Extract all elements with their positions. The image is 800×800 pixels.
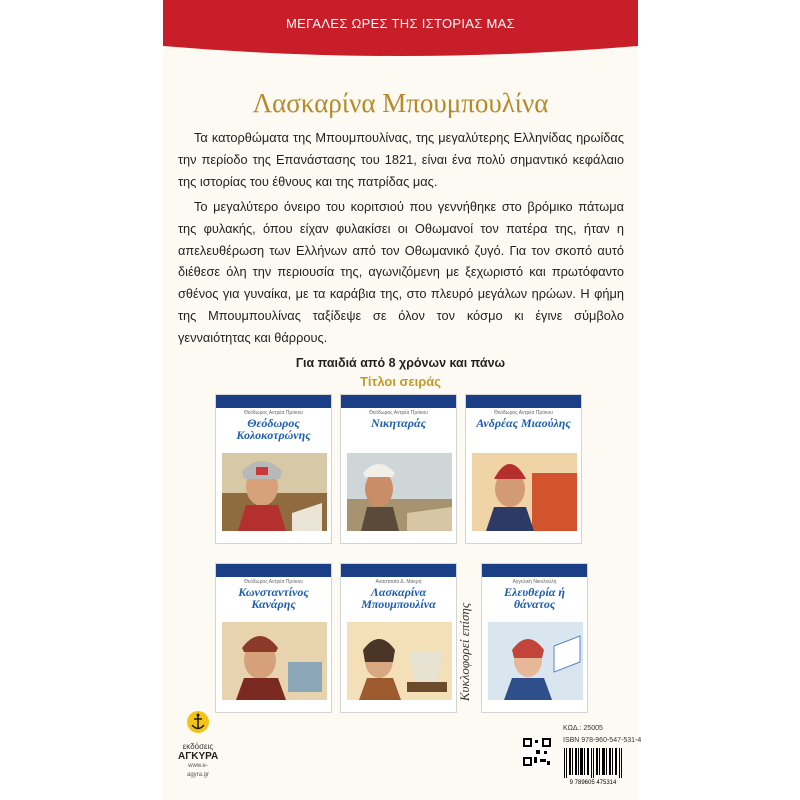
series-heading: Τίτλοι σειράς [359,374,442,389]
cover-title: Νικηταράς [371,416,426,430]
cover-series-strip [341,395,456,408]
cover-title: Θεόδωρος Κολοκοτρώνης [236,416,311,442]
cover-title: Ελευθερία ή θάνατος [503,585,566,611]
cover-series-strip [482,564,587,577]
cover-author: Θεόδωρος Αντρέα Πρόκου [244,410,303,416]
cover-series-strip [216,564,331,577]
product-code: ΚΩΔ.: 25005 [563,725,603,732]
barcode [562,748,624,786]
cover-author: Θεόδωρος Αντρέα Πρόκου [244,579,303,585]
banner-curve [163,36,638,62]
book-title: Λασκαρίνα Μπουμπουλίνα [252,88,549,118]
cover-portrait-illustration [222,622,327,700]
cover-author: Αναστασία Δ. Μακρή [375,579,422,585]
cover-portrait-illustration [347,453,452,531]
cover-series-strip [216,395,331,408]
cover-portrait-illustration [472,453,577,531]
blurb-paragraph-2: Το μεγαλύτερο όνειρο του κοριτσιού που γεννήθηκε στο βρόμικο πάτωμα της φυλακής, όπου είχαν φυλακίσει οι Οθωμανοί τον πατέρα της, ήταν η απελευθέρωση των Ελλήνων από τον Οθωμανικό ζυγό. Για τον σκοπό αυτό διέθεσε όλη την περιουσία της, αγωνιζόμενη με ξεχωριστό και πρωτόφαντο σθένος για γυναίκα, με τα καράβια της, στο πλευρό μεγάλων ηρώων. Η φήμη της Μπουμπουλίνας ταξίδεψε σε όλον τον κόσμο κι έγινε σύμβολο γενναιότητας και θάρρους. [178,199,624,345]
cover-author: Αγγελική Νικολούλη [512,579,557,585]
series-book-cover[interactable] [465,394,582,544]
cover-portrait-illustration [488,622,583,700]
also-available-text: Κυκλοφορεί επίσης [457,602,472,702]
cover-portrait-illustration [222,453,327,531]
cover-series-strip [466,395,581,408]
cover-title: Λασκαρίνα Μπουμπουλίνα [361,585,436,611]
publisher-line: εκδόσεις [182,742,214,751]
series-banner-text: ΜΕΓΑΛΕΣ ΩΡΕΣ ΤΗΣ ΙΣΤΟΡΙΑΣ ΜΑΣ [286,16,515,31]
isbn: ISBN 978-960-547-531-4 [563,737,642,744]
blurb-paragraph-1: Τα κατορθώματα της Μπουμπουλίνας, της μεγαλύτερης Ελληνίδας ηρωίδας την περίοδο της Επανάστασης του 1821, είναι ένα πολύ σημαντικό κεφάλαιο της ιστορίας του έθνους και της πατρίδας μας. [178,130,624,189]
cover-portrait-illustration [347,622,452,700]
cover-author: Θεόδωρος Αντρέα Πρόκου [369,410,428,416]
cover-title: Ανδρέας Μιαούλης [476,416,571,430]
series-book-cover[interactable] [481,563,588,713]
publisher-url: www.e-agyra.gr [186,763,209,778]
series-book-cover[interactable] [340,394,457,544]
age-recommendation: Για παιδιά από 8 χρόνων και πάνω [295,356,506,370]
also-available-label [456,578,474,728]
series-book-cover[interactable] [215,563,332,713]
publisher-logo [178,742,218,780]
barcode-digits: 9 789605 475314 [569,780,617,786]
cover-author: Θεόδωρος Αντρέα Πρόκου [494,410,553,416]
cover-title: Κωνσταντίνος Κανάρης [238,585,309,611]
publisher-brand: ΑΓΚΥΡΑ [178,751,219,762]
series-book-cover[interactable] [340,563,457,713]
anchor-logo-icon [186,710,210,740]
qr-code-icon [522,737,552,767]
series-book-cover[interactable] [215,394,332,544]
cover-series-strip [341,564,456,577]
